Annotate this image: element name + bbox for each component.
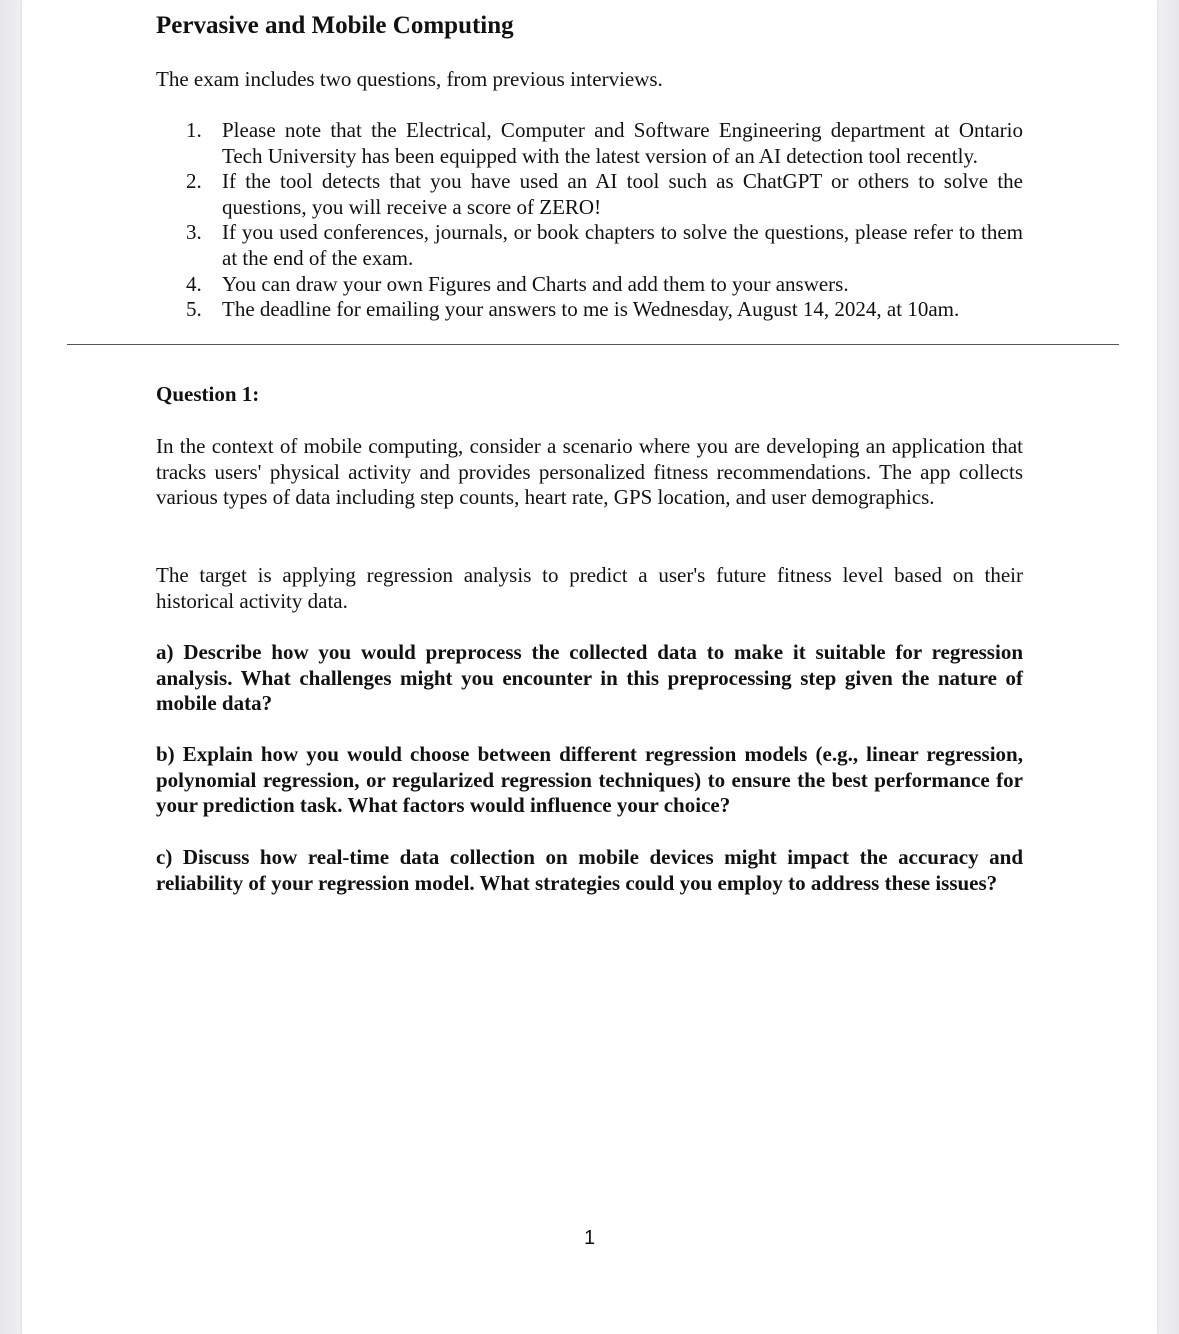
- question-1-part-b: b) Explain how you would choose between different regression models (e.g., linear regression, polynomial regression, or regularized regression techniques) to ensure the best performance for your prediction task. What factors would influence your choice?: [156, 742, 1023, 818]
- rule-item: [182, 169, 1023, 220]
- rule-text: If the tool detects that you have used an AI tool such as ChatGPT or others to solve the questions, you will receive a score of ZERO!: [222, 169, 1023, 219]
- rule-number: 5.: [186, 297, 202, 322]
- section-divider: [67, 344, 1119, 345]
- rule-text: Please note that the Electrical, Computer and Software Engineering department at Ontario Tech University has been equipped with the latest version of an AI detection tool recently.: [222, 118, 1023, 168]
- rule-number: 4.: [186, 271, 202, 296]
- document-title: Pervasive and Mobile Computing: [156, 12, 514, 39]
- question-1-part-c: c) Discuss how real-time data collection on mobile devices might impact the accuracy and reliability of your regression model. What strategies could you employ to address these issues?: [156, 845, 1023, 895]
- rule-text: If you used conferences, journals, or book chapters to solve the questions, please refer to them at the end of the exam.: [222, 220, 1023, 270]
- rule-number: 3.: [186, 220, 202, 245]
- question-1-target: The target is applying regression analysis to predict a user's future fitness level based on their historical activity data.: [156, 563, 1023, 613]
- rule-number: 2.: [186, 169, 202, 194]
- rule-item: [182, 118, 1023, 169]
- question-1-part-a: a) Describe how you would preprocess the collected data to make it suitable for regression analysis. What challenges might you encounter in this preprocessing step given the nature of mobile data?: [156, 640, 1023, 716]
- rule-item: [182, 272, 1023, 298]
- question-1-context: In the context of mobile computing, consider a scenario where you are developing an application that tracks users' physical activity and provides personalized fitness recommendations. The app collects various types of data including step counts, heart rate, GPS location, and user demographics.: [156, 434, 1023, 510]
- exam-intro: The exam includes two questions, from previous interviews.: [156, 67, 663, 91]
- rule-number: 1.: [186, 118, 202, 142]
- document-page: [22, 0, 1157, 1334]
- exam-rules-list: [182, 118, 1023, 323]
- page-number: 1: [583, 1227, 596, 1249]
- rule-item: [182, 220, 1023, 271]
- rule-item: [182, 297, 1023, 323]
- rule-text: You can draw your own Figures and Charts and add them to your answers.: [222, 271, 849, 296]
- question-1-heading: Question 1:: [156, 382, 260, 406]
- rule-text: The deadline for emailing your answers to me is Wednesday, August 14, 2024, at 10am.: [222, 297, 960, 322]
